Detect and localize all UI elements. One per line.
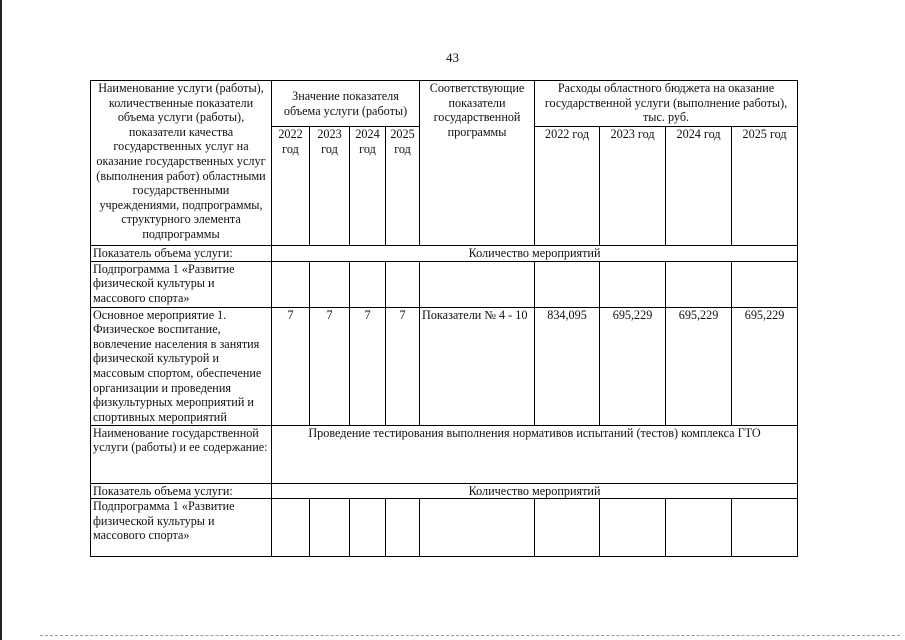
section2-service-row [91,425,798,483]
header-row-1 [91,81,798,127]
section1-subprogram-row [91,261,798,307]
section2-service-label: Наименование государственной услуги (работы) и ее содержание: [91,425,272,483]
section1-event-row [91,307,798,425]
event-budget-2024: 695,229 [666,307,732,425]
empty-cell [420,261,535,307]
page-number: 43 [446,50,459,65]
section2-indicator-row [91,483,798,499]
section1-indicator-row [91,246,798,262]
budget-year-2025: 2025 год [732,127,798,246]
empty-cell [600,499,666,557]
empty-cell [386,499,420,557]
header-name-col: Наименование услуги (работы), количественные показатели объема услуги (работы), показатели качества государственных услуг на оказание государственных услуг (выполнения работ) областными государственными учреждениями, подпрограммы, структурного элемента подпрограммы [91,81,272,246]
header-program-col: Соответствующие показатели государственной программы [420,81,535,246]
event-volume-2022: 7 [272,307,310,425]
empty-cell [350,261,386,307]
empty-cell [732,261,798,307]
section2-subprogram: Подпрограмма 1 «Развитие физической культуры и массового спорта» [91,499,272,557]
budget-year-2023: 2023 год [600,127,666,246]
empty-cell [732,499,798,557]
section2-indicator-value: Количество мероприятий [272,483,798,499]
empty-cell [420,499,535,557]
section2-indicator-label: Показатель объема услуги: [91,483,272,499]
volume-year-2025: 2025 год [386,127,420,246]
header-budget-col: Расходы областного бюджета на оказание государственной услуги (выполнение работы), тыс. руб. [535,81,798,127]
header-volume-col: Значение показателя объема услуги (работы) [272,81,420,127]
empty-cell [535,499,600,557]
scan-artifact-line [40,634,900,636]
event-volume-2025: 7 [386,307,420,425]
event-program: Показатели № 4 - 10 [420,307,535,425]
empty-cell [350,499,386,557]
section1-indicator-label: Показатель объема услуги: [91,246,272,262]
empty-cell [666,499,732,557]
volume-year-2024: 2024 год [350,127,386,246]
budget-year-2022: 2022 год [535,127,600,246]
volume-year-2022: 2022 год [272,127,310,246]
section2-subprogram-row [91,499,798,557]
scan-edge [0,0,2,640]
empty-cell [272,261,310,307]
budget-year-2024: 2024 год [666,127,732,246]
empty-cell [535,261,600,307]
empty-cell [272,499,310,557]
event-volume-2024: 7 [350,307,386,425]
section2-service-value: Проведение тестирования выполнения нормативов испытаний (тестов) комплекса ГТО [272,425,798,483]
empty-cell [600,261,666,307]
event-volume-2023: 7 [310,307,350,425]
volume-year-2023: 2023 год [310,127,350,246]
budget-table [90,80,798,557]
section1-indicator-value: Количество мероприятий [272,246,798,262]
section1-subprogram: Подпрограмма 1 «Развитие физической культуры и массового спорта» [91,261,272,307]
empty-cell [666,261,732,307]
event-name: Основное мероприятие 1. Физическое воспитание, вовлечение населения в занятия физической культурой и массовым спортом, обеспечение организации и проведения физкультурных мероприятий и спортивных мероприятий [91,307,272,425]
event-budget-2022: 834,095 [535,307,600,425]
empty-cell [386,261,420,307]
empty-cell [310,499,350,557]
empty-cell [310,261,350,307]
event-budget-2025: 695,229 [732,307,798,425]
event-budget-2023: 695,229 [600,307,666,425]
